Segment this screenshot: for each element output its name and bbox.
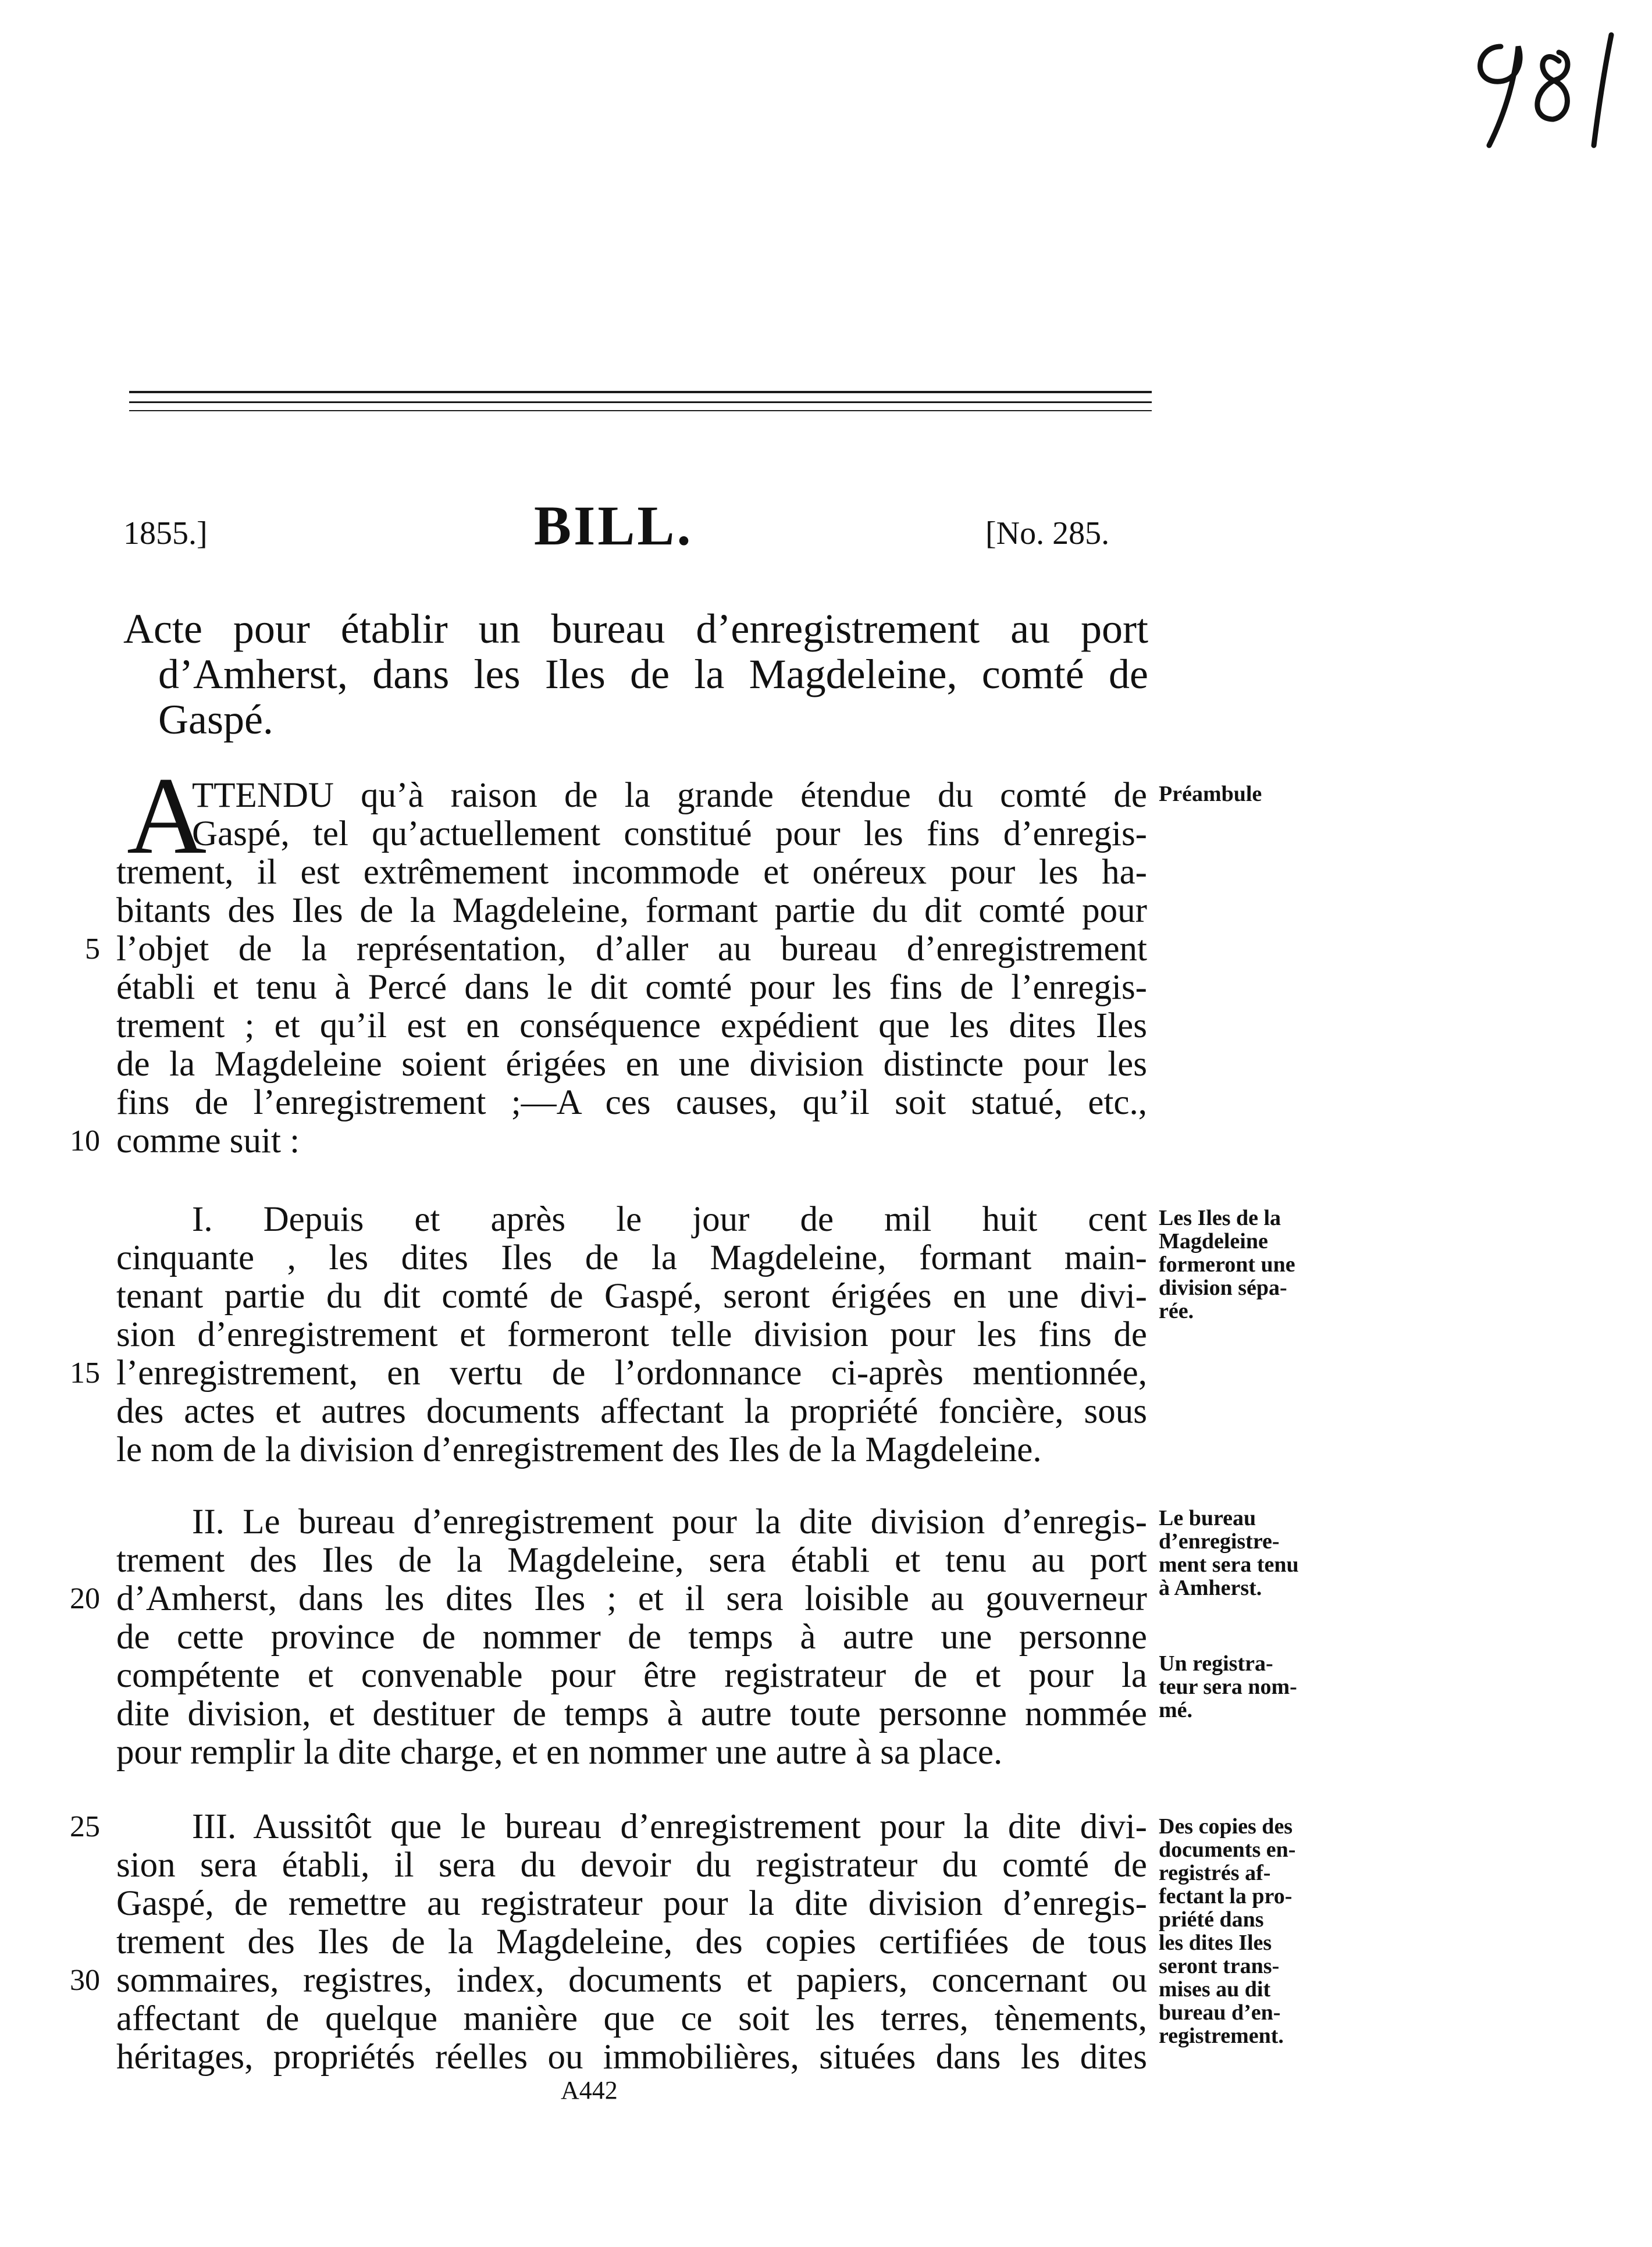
section-1-line: sion d’enregistrement et formeront telle division pour les fins de: [116, 1315, 1147, 1354]
section-3-line: sommaires, registres, index, documents et papiers, concernant ou: [116, 1961, 1147, 2000]
header-bill-number: [No. 285.: [985, 515, 1110, 551]
preamble-line: fins de l’enregistrement ;—A ces causes, qu’il soit statué, etc.,: [116, 1083, 1147, 1122]
section-3-line: affectant de quelque manière que ce soit les terres, tènements,: [116, 1999, 1147, 2038]
preamble-line: trement ; et qu’il est en conséquence expédient que les dites Iles: [116, 1006, 1147, 1045]
line-number: 20: [70, 1582, 100, 1615]
section-2-line: compétente et convenable pour être registrateur de et pour la: [116, 1656, 1147, 1695]
preamble-line: de la Magdeleine soient érigées en une division distincte pour les: [116, 1045, 1147, 1084]
preamble-line: établi et tenu à Percé dans le dit comté pour les fins de l’enregis-: [116, 968, 1147, 1007]
header-rule: [129, 391, 1152, 393]
margin-label-section-3: Des copies des documents en- registrés af- fectant la pro- priété dans les dites Iles seront trans- mises au dit bureau d’en- registrement.: [1159, 1814, 1296, 2048]
section-1-line: I. Depuis et après le jour de mil huit cent: [192, 1200, 1147, 1239]
section-3-line: héritages, propriétés réelles ou immobilières, situées dans les dites: [116, 2038, 1147, 2077]
section-1-line: l’enregistrement, en vertu de l’ordonnance ci-après mentionnée,: [116, 1354, 1147, 1393]
preamble-line: l’objet de la représentation, d’aller au bureau d’enregistrement: [116, 930, 1147, 968]
section-2-line: d’Amherst, dans les dites Iles ; et il sera loisible au gouverneur: [116, 1579, 1147, 1618]
section-3-line: Gaspé, de remettre au registrateur pour la dite division d’enregis-: [116, 1884, 1147, 1923]
header-title: BILL.: [534, 494, 693, 557]
section-2-line: II. Le bureau d’enregistrement pour la dite division d’enregis-: [192, 1502, 1147, 1541]
section-1-line: des actes et autres documents affectant la propriété foncière, sous: [116, 1392, 1147, 1431]
margin-label-section-1: Les Iles de la Magdeleine formeront une division sépa- rée.: [1159, 1206, 1295, 1323]
line-number: 30: [70, 1964, 100, 1997]
section-2-line: trement des Iles de la Magdeleine, sera établi et tenu au port: [116, 1541, 1147, 1580]
header-rule: [129, 401, 1152, 403]
line-number: 15: [70, 1356, 100, 1390]
handwritten-page-number: [1460, 23, 1623, 151]
act-title-line: d’Amherst, dans les Iles de la Magdeleine, comté de: [158, 651, 1148, 697]
printer-signature-mark: A442: [561, 2076, 618, 2104]
margin-label-section-2a: Le bureau d’enregistre- ment sera tenu à Amherst.: [1159, 1506, 1299, 1600]
preamble-line: bitants des Iles de la Magdeleine, formant partie du dit comté pour: [116, 891, 1147, 930]
act-title-line: Acte pour établir un bureau d’enregistrement au port: [123, 606, 1148, 652]
section-3-line: trement des Iles de la Magdeleine, des copies certifiées de tous: [116, 1922, 1147, 1961]
act-title-line: Gaspé.: [158, 696, 273, 743]
preamble-line: Gaspé, tel qu’actuellement constitué pour les fins d’enregis-: [192, 814, 1147, 853]
section-3-line: sion sera établi, il sera du devoir du registrateur du comté de: [116, 1846, 1147, 1885]
margin-label-section-2b: Un registra- teur sera nom- mé.: [1159, 1651, 1297, 1722]
preamble-line: comme suit :: [116, 1121, 300, 1160]
drop-cap: A: [127, 755, 207, 877]
section-2-line: pour remplir la dite charge, et en nommer une autre à sa place.: [116, 1733, 1003, 1772]
section-1-line: tenant partie du dit comté de Gaspé, seront érigées en une divi-: [116, 1277, 1147, 1316]
margin-label-preamble: Préambule: [1159, 782, 1262, 806]
section-3-line: III. Aussitôt que le bureau d’enregistrement pour la dite divi-: [192, 1807, 1147, 1846]
line-number: 10: [70, 1124, 100, 1158]
section-1-line: cinquante , les dites Iles de la Magdeleine, formant main-: [116, 1238, 1147, 1277]
section-2-line: de cette province de nommer de temps à autre une personne: [116, 1618, 1147, 1657]
line-number: 25: [70, 1810, 100, 1843]
section-1-line: le nom de la division d’enregistrement des Iles de la Magdeleine.: [116, 1430, 1042, 1469]
preamble-line: TTENDU qu’à raison de la grande étendue du comté de: [192, 776, 1147, 815]
section-2-line: dite division, et destituer de temps à autre toute personne nommée: [116, 1694, 1147, 1733]
header-year: 1855.]: [123, 515, 208, 551]
preamble-line: trement, il est extrêmement incommode et onéreux pour les ha-: [116, 853, 1147, 892]
line-number: 5: [85, 932, 100, 966]
header-rule: [129, 410, 1152, 411]
